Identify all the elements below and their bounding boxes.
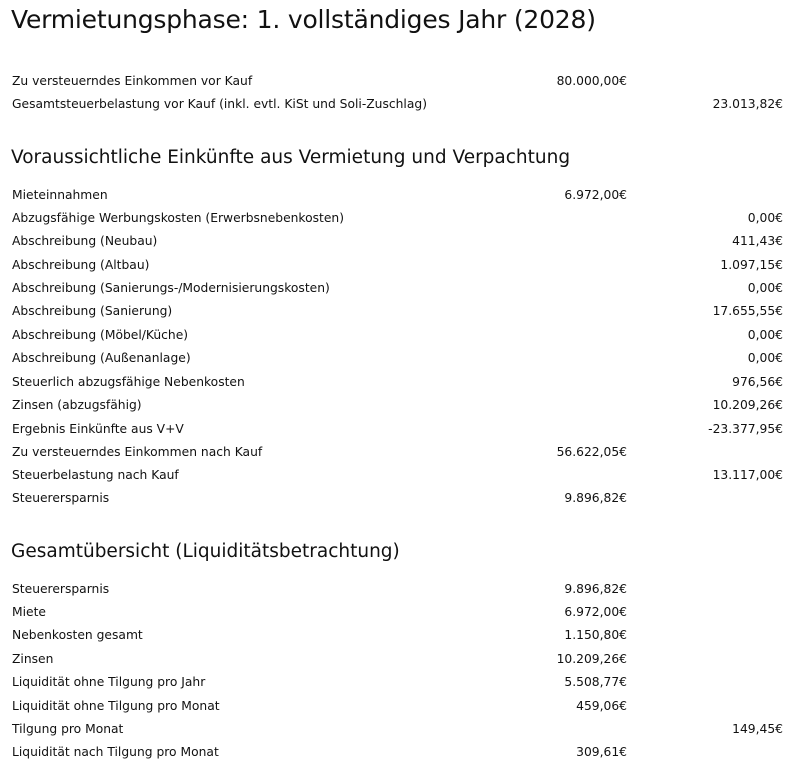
table-row <box>0 601 798 624</box>
row-value-col1: 6.972,00€ <box>564 605 627 619</box>
table-row <box>0 487 798 510</box>
row-value-col1: 459,06€ <box>576 699 627 713</box>
section-title-liquidity: Gesamtübersicht (Liquiditätsbetrachtung) <box>11 541 400 562</box>
row-label: Ergebnis Einkünfte aus V+V <box>12 422 184 436</box>
row-label: Steuerbelastung nach Kauf <box>12 468 179 482</box>
table-row <box>0 464 798 487</box>
row-value-col2: 976,56€ <box>732 375 783 389</box>
row-label: Gesamtsteuerbelastung vor Kauf (inkl. evtl. KiSt und Soli-Zuschlag) <box>12 97 427 111</box>
row-value-col1: 10.209,26€ <box>556 652 627 666</box>
row-value-col1: 5.508,77€ <box>564 675 627 689</box>
row-label: Zu versteuerndes Einkommen nach Kauf <box>12 445 263 459</box>
row-value-col2: 0,00€ <box>747 211 783 225</box>
table-row <box>0 741 798 764</box>
table-row <box>0 70 798 93</box>
table-row <box>0 648 798 671</box>
table-row <box>0 371 798 394</box>
row-value-col2: 1.097,15€ <box>720 258 783 272</box>
row-label: Miete <box>12 605 46 619</box>
table-row <box>0 184 798 207</box>
row-value-col1: 9.896,82€ <box>564 582 627 596</box>
row-value-col1: 80.000,00€ <box>556 74 627 88</box>
row-value-col1: 56.622,05€ <box>556 445 627 459</box>
row-value-col2: 10.209,26€ <box>712 398 783 412</box>
row-value-col2: 23.013,82€ <box>712 97 783 111</box>
row-label: Nebenkosten gesamt <box>12 628 143 642</box>
row-label: Steuerersparnis <box>12 582 110 596</box>
row-label: Liquidität ohne Tilgung pro Monat <box>12 699 220 713</box>
row-label: Abzugsfähige Werbungskosten (Erwerbsnebenkosten) <box>12 211 345 225</box>
table-row <box>0 394 798 417</box>
row-value-col1: 9.896,82€ <box>564 491 627 505</box>
row-label: Abschreibung (Neubau) <box>12 234 158 248</box>
table-row <box>0 624 798 647</box>
row-label: Tilgung pro Monat <box>12 722 124 736</box>
table-row <box>0 695 798 718</box>
row-value-col2: 17.655,55€ <box>712 304 783 318</box>
page-title: Vermietungsphase: 1. vollständiges Jahr (2028) <box>11 5 596 34</box>
table-row <box>0 578 798 601</box>
row-label: Liquidität ohne Tilgung pro Jahr <box>12 675 206 689</box>
section-title-vuv: Voraussichtliche Einkünfte aus Vermietung und Verpachtung <box>11 147 571 168</box>
row-label: Abschreibung (Sanierung) <box>12 304 173 318</box>
row-label: Zinsen (abzugsfähig) <box>12 398 142 412</box>
table-row <box>0 347 798 370</box>
row-value-col2: 149,45€ <box>732 722 783 736</box>
row-label: Abschreibung (Außenanlage) <box>12 351 191 365</box>
row-label: Zu versteuerndes Einkommen vor Kauf <box>12 74 253 88</box>
row-label: Abschreibung (Möbel/Küche) <box>12 328 189 342</box>
table-row <box>0 671 798 694</box>
table-row <box>0 277 798 300</box>
table-row <box>0 207 798 230</box>
row-value-col1: 6.972,00€ <box>564 188 627 202</box>
row-label: Abschreibung (Altbau) <box>12 258 150 272</box>
row-label: Steuerlich abzugsfähige Nebenkosten <box>12 375 245 389</box>
row-value-col2: 411,43€ <box>732 234 783 248</box>
table-row <box>0 418 798 441</box>
row-value-col2: 0,00€ <box>747 328 783 342</box>
row-label: Liquidität nach Tilgung pro Monat <box>12 745 219 759</box>
table-row <box>0 93 798 116</box>
row-value-col2: 0,00€ <box>747 281 783 295</box>
table-row <box>0 718 798 741</box>
table-row <box>0 230 798 253</box>
row-label: Abschreibung (Sanierungs-/Modernisierungskosten) <box>12 281 330 295</box>
table-row <box>0 300 798 323</box>
row-value-col2: 0,00€ <box>747 351 783 365</box>
row-value-col1: 1.150,80€ <box>564 628 627 642</box>
row-label: Steuerersparnis <box>12 491 110 505</box>
row-value-col1: 309,61€ <box>576 745 627 759</box>
row-label: Mieteinnahmen <box>12 188 108 202</box>
row-value-col2: 13.117,00€ <box>712 468 783 482</box>
row-value-col2: -23.377,95€ <box>708 422 783 436</box>
table-row <box>0 254 798 277</box>
row-label: Zinsen <box>12 652 54 666</box>
table-row <box>0 324 798 347</box>
table-row <box>0 441 798 464</box>
